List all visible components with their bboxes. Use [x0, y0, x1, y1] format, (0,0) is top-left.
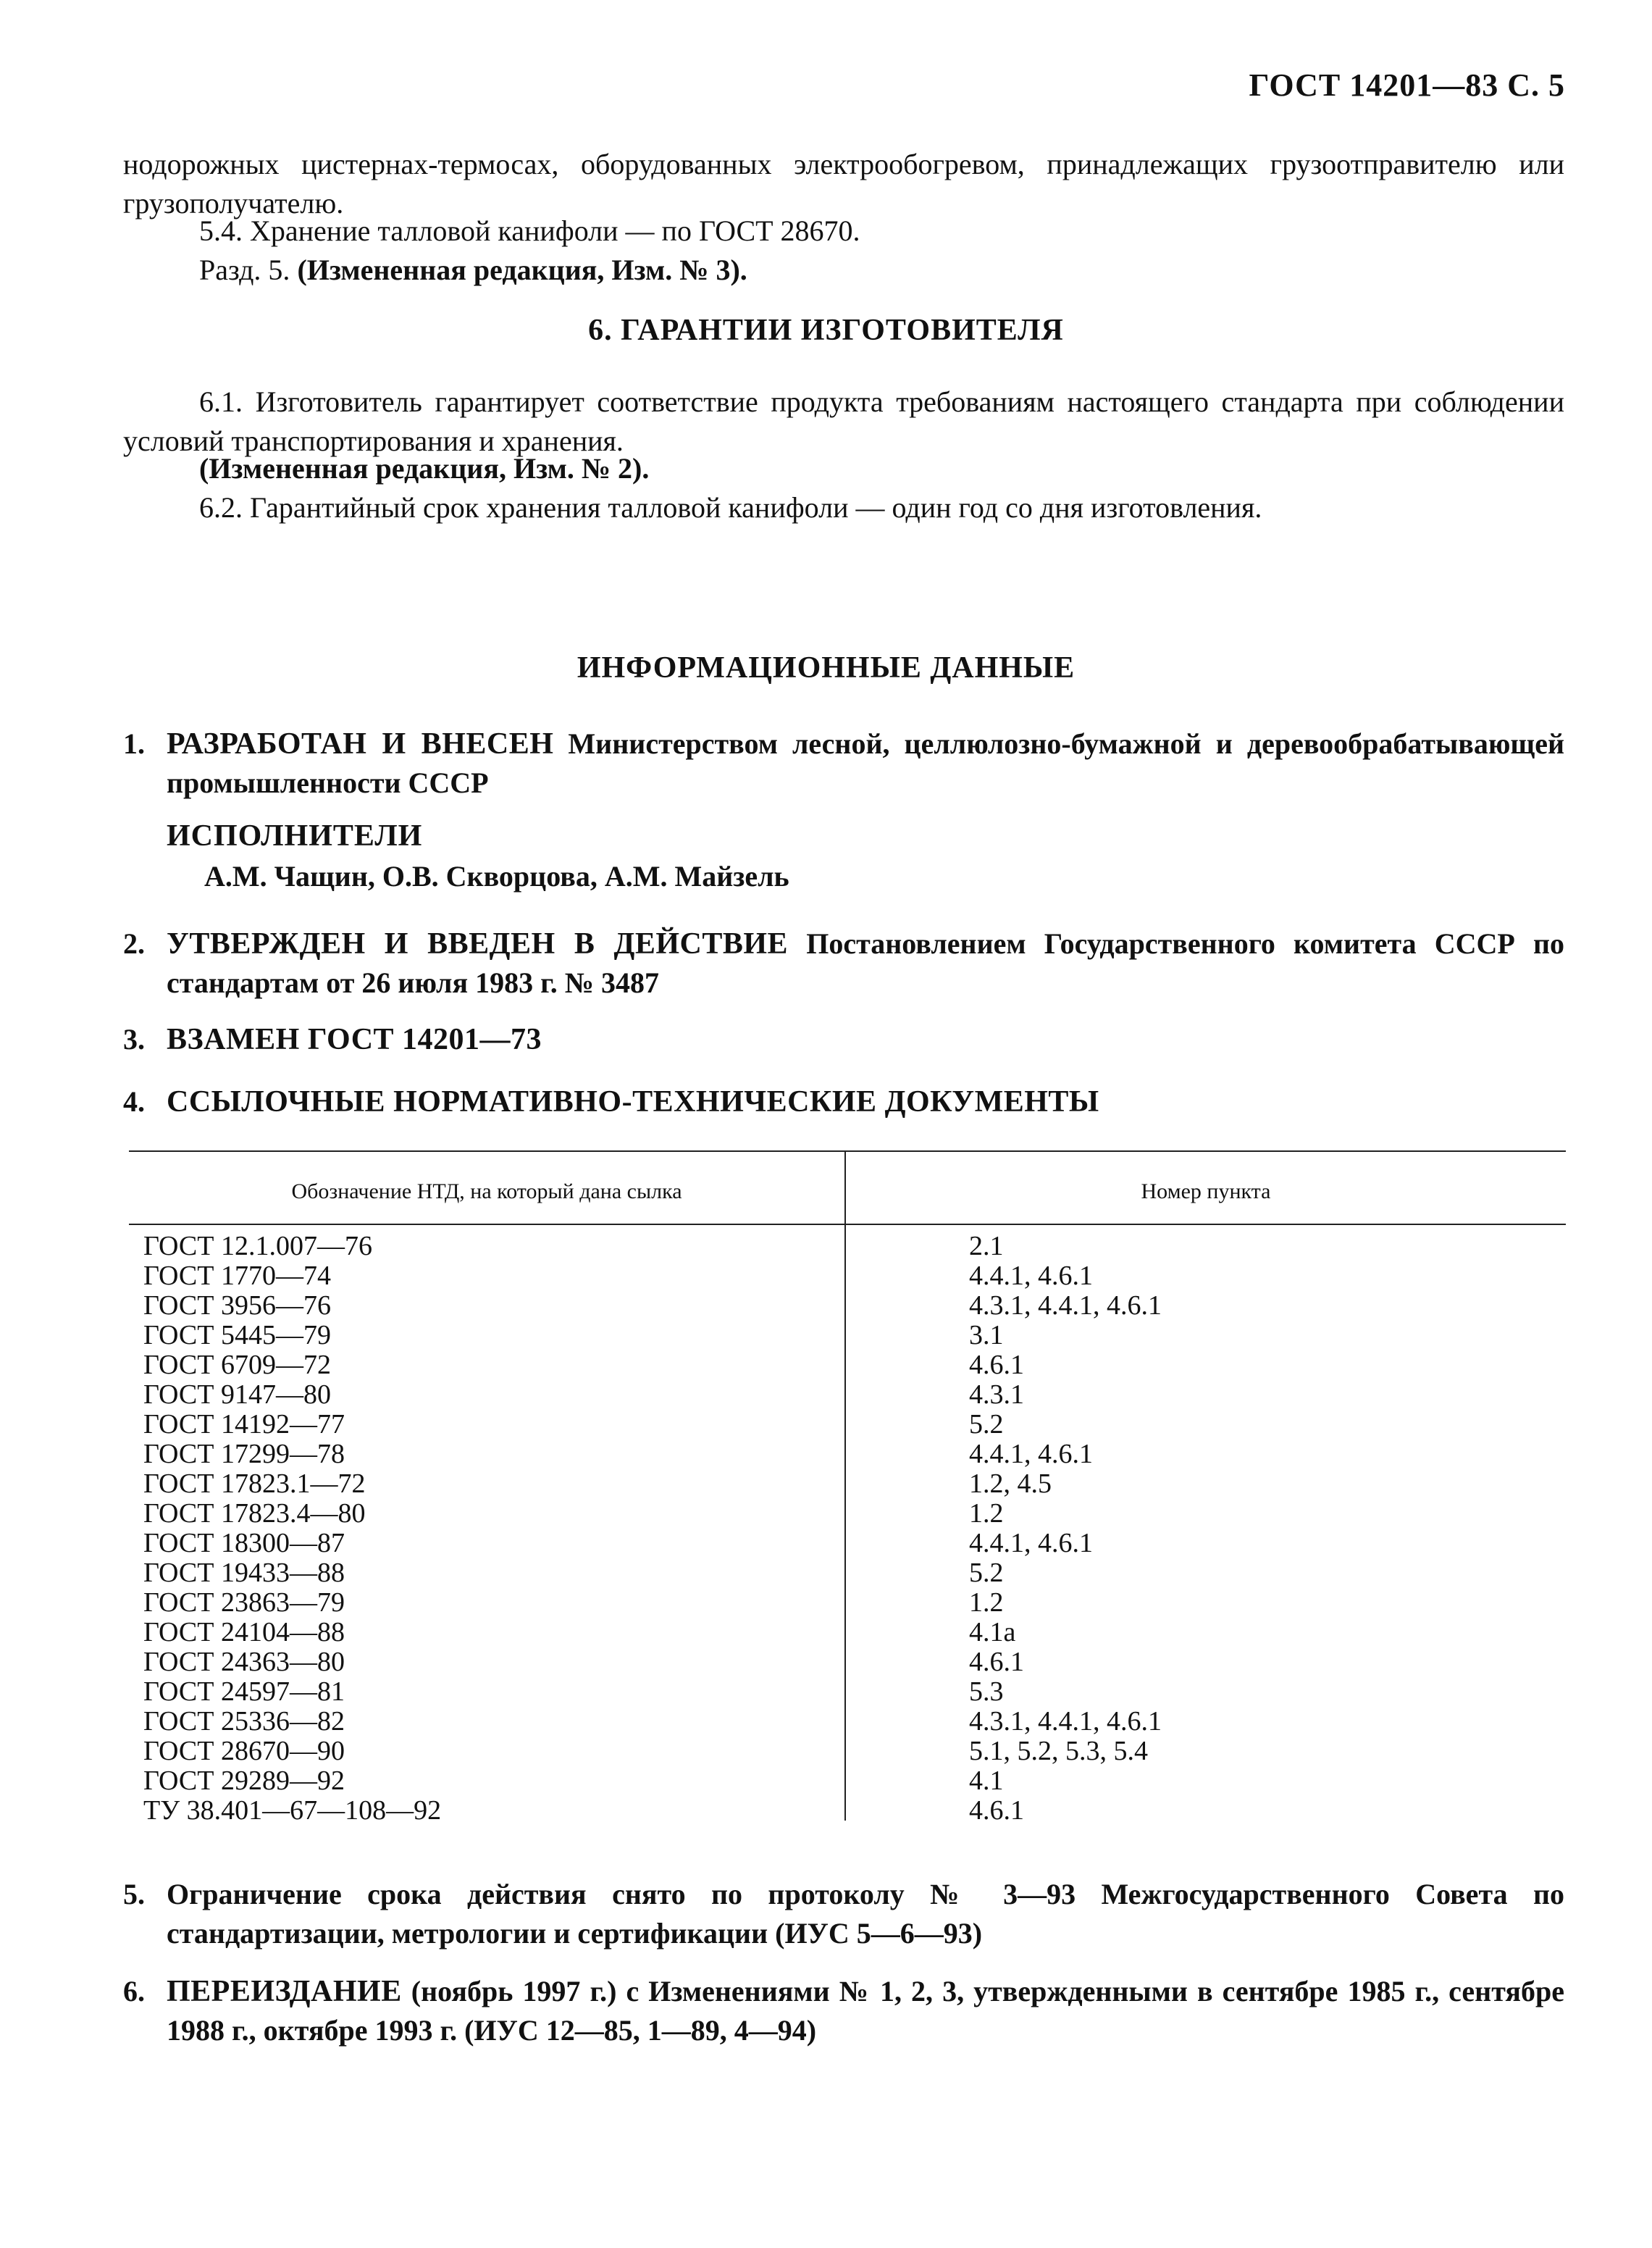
table-cell-clause: 5.1, 5.2, 5.3, 5.4: [969, 1736, 1148, 1766]
table-header-rule: [129, 1224, 1566, 1225]
table-cell-document: ГОСТ 18300—87: [143, 1528, 345, 1558]
table-cell-clause: 4.3.1, 4.4.1, 4.6.1: [969, 1290, 1162, 1321]
section6-title: 6. ГАРАНТИИ ИЗГОТОВИТЕЛЯ: [588, 314, 1064, 347]
info-item-3: [123, 1020, 1564, 1059]
amendment-prefix: Разд. 5.: [199, 254, 298, 286]
info-item-1: [123, 724, 1564, 803]
table-cell-document: ГОСТ 28670—90: [143, 1736, 345, 1766]
table-cell-clause: 4.6.1: [969, 1647, 1024, 1677]
table-cell-clause: 4.4.1, 4.6.1: [969, 1261, 1093, 1291]
section6-amendment: (Измененная редакция, Изм. № 2).: [199, 452, 650, 485]
table-cell-clause: 4.4.1, 4.6.1: [969, 1528, 1093, 1558]
table-header-document: Обозначение НТД, на который дана сылка: [291, 1179, 682, 1203]
table-cell-clause: 4.6.1: [969, 1795, 1024, 1826]
table-cell-document: ГОСТ 19433—88: [143, 1558, 345, 1588]
executors-names: А.М. Чащин, О.В. Скворцова, А.М. Майзель: [204, 860, 789, 893]
table-top-rule: [129, 1150, 1566, 1152]
table-cell-document: ГОСТ 17823.4—80: [143, 1498, 366, 1529]
table-cell-clause: 5.2: [969, 1409, 1004, 1440]
item-number: 1.: [123, 727, 145, 760]
table-cell-clause: 1.2: [969, 1587, 1004, 1618]
section5-amendment: [199, 251, 1564, 290]
item-text: (ноябрь 1997 г.) с Изменениями № 1, 2, 3, утвержденными в сентябре 1985 г., сентябре 1988 г., октябре 1993 г. (ИУС 12—85, 1—89, 4—94): [167, 1975, 1564, 2047]
executors-title: ИСПОЛНИТЕЛИ: [167, 819, 423, 853]
page-header: ГОСТ 14201—83 С. 5: [1249, 67, 1565, 103]
table-cell-document: ГОСТ 23863—79: [143, 1587, 345, 1618]
item-caps: УТВЕРЖДЕН И ВВЕДЕН В ДЕЙСТВИЕ: [167, 927, 789, 961]
table-cell-clause: 4.1: [969, 1766, 1004, 1796]
table-column-divider: [844, 1152, 846, 1821]
item-text: Постановлением Государственного комитета СССР по стандартам от 26 июля 1983 г. № 3487: [167, 927, 1564, 999]
references-table: [129, 1150, 1566, 1826]
table-cell-clause: 5.3: [969, 1676, 1004, 1707]
item-number: 2.: [123, 927, 145, 960]
section5-continuation: нодорожных цистернах-термосах, оборудованных электрообогревом, принадлежащих грузоотправителю или грузополучателю.: [123, 148, 1564, 220]
table-cell-document: ГОСТ 6709—72: [143, 1350, 331, 1380]
table-cell-document: ГОСТ 25336—82: [143, 1706, 345, 1737]
table-cell-document: ГОСТ 17823.1—72: [143, 1468, 366, 1499]
item-caps: ССЫЛОЧНЫЕ НОРМАТИВНО-ТЕХНИЧЕСКИЕ ДОКУМЕНТЫ: [167, 1085, 1099, 1119]
table-cell-clause: 4.4.1, 4.6.1: [969, 1439, 1093, 1469]
item-text: Министерством лесной, целлюлозно-бумажной и деревообрабатывающей промышленности СССР: [167, 727, 1564, 799]
table-cell-document: ГОСТ 24104—88: [143, 1617, 345, 1647]
table-cell-document: ГОСТ 5445—79: [143, 1320, 331, 1350]
table-cell-clause: 4.3.1, 4.4.1, 4.6.1: [969, 1706, 1162, 1737]
table-cell-document: ГОСТ 24597—81: [143, 1676, 345, 1707]
table-cell-document: ГОСТ 17299—78: [143, 1439, 345, 1469]
table-cell-document: ГОСТ 14192—77: [143, 1409, 345, 1440]
table-cell-clause: 4.3.1: [969, 1379, 1024, 1410]
item-number: 6.: [123, 1975, 145, 2007]
paragraph-6-2: 6.2. Гарантийный срок хранения талловой канифоли — один год со дня изготовления.: [199, 491, 1262, 524]
table-cell-document: ГОСТ 24363—80: [143, 1647, 345, 1677]
table-cell-clause: 4.1а: [969, 1617, 1016, 1647]
table-cell-clause: 1.2, 4.5: [969, 1468, 1052, 1499]
item-text: Ограничение срока действия снято по протоколу № 3—93 Межгосударственного Совета по стандартизации, метрологии и сертификации (ИУС 5—6—93): [167, 1878, 1564, 1950]
table-cell-document: ГОСТ 9147—80: [143, 1379, 331, 1410]
item-caps: ПЕРЕИЗДАНИЕ: [167, 1975, 402, 2008]
item-number: 3.: [123, 1023, 145, 1056]
table-cell-clause: 3.1: [969, 1320, 1004, 1350]
info-item-5: [123, 1875, 1564, 1953]
item-caps: ВЗАМЕН ГОСТ 14201—73: [167, 1023, 542, 1056]
paragraph-5-4: 5.4. Хранение талловой канифоли — по ГОСТ 28670.: [199, 214, 860, 247]
table-cell-document: ГОСТ 12.1.007—76: [143, 1231, 372, 1261]
item-number: 4.: [123, 1085, 145, 1118]
info-item-2: [123, 924, 1564, 1003]
table-cell-document: ГОСТ 1770—74: [143, 1261, 331, 1291]
amendment-note: (Измененная редакция, Изм. № 3).: [297, 254, 747, 286]
table-cell-document: ГОСТ 29289—92: [143, 1766, 345, 1796]
info-title: ИНФОРМАЦИОННЫЕ ДАННЫЕ: [576, 651, 1076, 685]
table-cell-clause: 1.2: [969, 1498, 1004, 1529]
paragraph-6-1: 6.1. Изготовитель гарантирует соответствие продукта требованиям настоящего стандарта при соблюдении условий транспортирования и хранения.: [123, 385, 1564, 457]
info-item-6: [123, 1972, 1564, 2050]
table-cell-document: ГОСТ 3956—76: [143, 1290, 331, 1321]
table-cell-clause: 2.1: [969, 1231, 1004, 1261]
info-item-4: [123, 1082, 1564, 1121]
table-column-clauses: [969, 1232, 1563, 1826]
table-header-clause: Номер пункта: [1141, 1179, 1271, 1203]
table-cell-document: ТУ 38.401—67—108—92: [143, 1795, 442, 1826]
item-number: 5.: [123, 1878, 145, 1910]
table-cell-clause: 5.2: [969, 1558, 1004, 1588]
table-cell-clause: 4.6.1: [969, 1350, 1024, 1380]
item-caps: РАЗРАБОТАН И ВНЕСЕН: [167, 727, 554, 761]
table-column-documents: [143, 1232, 839, 1826]
